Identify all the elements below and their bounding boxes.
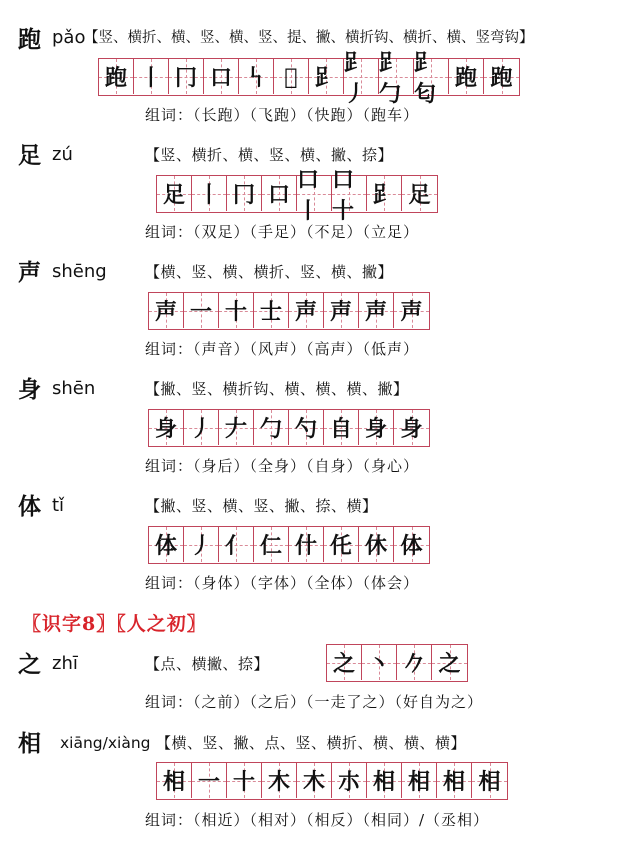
- grid-cell-glyph: 相: [442, 769, 465, 795]
- word-examples: 组词：（之前）（之后）（一走了之）（好自为之）: [145, 693, 484, 711]
- grid-cell-glyph: 声: [294, 299, 317, 325]
- word-examples: 组词：（身体）（字体）（全体）（体会）: [145, 574, 420, 592]
- grid-cell-glyph: 丿: [189, 533, 212, 559]
- grid-cell-stroke-step: [204, 59, 239, 94]
- entry-character: 之: [18, 651, 41, 678]
- grid-cell-glyph: 𧾷丿: [344, 49, 367, 107]
- grid-cell-stroke-step: [289, 410, 324, 445]
- grid-cell-stroke-step: [324, 527, 359, 562]
- grid-cell-glyph: ⼝十: [332, 166, 355, 224]
- grid-cell-glyph: 亻: [224, 533, 247, 559]
- grid-cell-stroke-step: [379, 49, 414, 107]
- entry-pinyin: xiāng/xiàng: [60, 734, 151, 752]
- grid-cell-stroke-step: [289, 293, 324, 328]
- grid-cell-glyph: 十: [232, 769, 255, 795]
- grid-cell-glyph: 身: [364, 416, 387, 442]
- grid-cell-stroke-step: [394, 293, 429, 328]
- grid-cell-stroke-step: [262, 763, 297, 798]
- grid-cell-glyph: 足: [162, 182, 185, 208]
- grid-cell-stroke-step: [344, 49, 379, 107]
- grid-cell-stroke-step: [362, 645, 397, 680]
- entry-character: 跑: [18, 26, 41, 53]
- grid-cell-stroke-step: [359, 410, 394, 445]
- grid-cell-stroke-step: [359, 293, 394, 328]
- grid-cell-glyph: 𧾷: [314, 65, 337, 91]
- entry-character: 身: [18, 376, 41, 403]
- grid-cell-character: [149, 527, 184, 562]
- entry-pinyin: zú: [52, 144, 73, 165]
- grid-cell-character: [99, 59, 134, 94]
- grid-cell-glyph: 𧾷匂: [414, 49, 437, 107]
- stroke-order: 【点、横撇、捺】: [145, 655, 270, 673]
- grid-cell-glyph: 勺: [294, 416, 317, 442]
- grid-cell-stroke-step: [134, 59, 169, 94]
- grid-cell-glyph: 丨: [197, 182, 220, 208]
- stroke-order: 【横、竖、撇、点、竖、横折、横、横、横】: [156, 734, 467, 752]
- grid-cell-stroke-step: [297, 763, 332, 798]
- grid-cell-stroke-step: [449, 59, 484, 94]
- grid-cell-glyph: 身: [400, 416, 423, 442]
- entry-pinyin: shēn: [52, 378, 96, 399]
- grid-cell-glyph: 跑: [454, 65, 477, 91]
- grid-cell-glyph: 什: [294, 533, 317, 559]
- stroke-order: 【撇、竖、横、竖、撇、捺、横】: [145, 497, 378, 515]
- grid-cell-glyph: 相: [162, 769, 185, 795]
- grid-cell-glyph: 𠂊: [402, 651, 425, 677]
- grid-cell-glyph: 勹: [259, 416, 282, 442]
- grid-cell-character: [157, 763, 192, 798]
- grid-cell-stroke-step: [394, 410, 429, 445]
- grid-cell-stroke-step: [432, 645, 467, 680]
- entry-pinyin: shēng: [52, 261, 107, 282]
- entry-pinyin: tǐ: [52, 495, 65, 516]
- word-examples: 组词：（相近）（相对）（相反）（相同）/（丞相）: [145, 811, 490, 829]
- grid-cell-glyph: 休: [364, 533, 387, 559]
- grid-cell-stroke-step: [192, 176, 227, 211]
- grid-cell-stroke-step: [484, 59, 519, 94]
- grid-cell-stroke-step: [184, 527, 219, 562]
- grid-cell-stroke-step: [169, 59, 204, 94]
- grid-cell-glyph: 丨: [139, 65, 162, 91]
- grid-cell-stroke-step: [254, 410, 289, 445]
- grid-cell-glyph: 一: [189, 299, 212, 325]
- grid-cell-stroke-step: [262, 176, 297, 211]
- grid-cell-glyph: 体: [154, 533, 177, 559]
- grid-cell-glyph: 木: [267, 769, 290, 795]
- grid-cell-stroke-step: [414, 49, 449, 107]
- stroke-grid: [148, 526, 430, 564]
- grid-cell-character: [157, 176, 192, 211]
- grid-cell-glyph: 仛: [329, 533, 352, 559]
- grid-cell-glyph: 跑: [490, 65, 513, 91]
- grid-cell-stroke-step: [402, 763, 437, 798]
- grid-cell-glyph: 十: [224, 299, 247, 325]
- stroke-grid: [326, 644, 468, 682]
- grid-cell-glyph: 相: [407, 769, 430, 795]
- grid-cell-stroke-step: [184, 410, 219, 445]
- entry-pinyin: zhī: [52, 653, 78, 674]
- grid-cell-glyph: 之: [438, 651, 461, 677]
- grid-cell-glyph: 声: [400, 299, 423, 325]
- entry-character: 体: [18, 493, 41, 520]
- grid-cell-glyph: 足: [408, 182, 431, 208]
- grid-cell-stroke-step: [324, 293, 359, 328]
- grid-cell-glyph: 𧾷: [372, 182, 395, 208]
- grid-cell-stroke-step: [239, 59, 274, 94]
- grid-cell-stroke-step: [254, 293, 289, 328]
- grid-cell-stroke-step: [367, 176, 402, 211]
- grid-cell-stroke-step: [437, 763, 472, 798]
- grid-cell-stroke-step: [219, 293, 254, 328]
- grid-cell-glyph: 朩: [337, 769, 360, 795]
- grid-cell-glyph: 身: [154, 416, 177, 442]
- grid-cell-stroke-step: [367, 763, 402, 798]
- grid-cell-stroke-step: [192, 763, 227, 798]
- grid-cell-glyph: 冂: [174, 65, 197, 91]
- stroke-grid: [148, 292, 430, 330]
- grid-cell-stroke-step: [219, 527, 254, 562]
- grid-cell-glyph: 口: [267, 182, 290, 208]
- grid-cell-glyph: 口: [209, 65, 232, 91]
- grid-cell-glyph: 木: [302, 769, 325, 795]
- grid-cell-glyph: 丶: [367, 651, 390, 677]
- grid-cell-stroke-step: [359, 527, 394, 562]
- grid-cell-glyph: 𠯁: [284, 63, 298, 90]
- word-examples: 组词：（长跑）（飞跑）（快跑）（跑车）: [145, 106, 420, 124]
- grid-cell-glyph: 士: [259, 299, 282, 325]
- section-title: 〖识字8〗〖人之初〗: [22, 613, 207, 635]
- entry-character: 足: [18, 142, 41, 169]
- word-examples: 组词：（双足）（手足）（不足）（立足）: [145, 223, 420, 241]
- grid-cell-stroke-step: [227, 176, 262, 211]
- grid-cell-glyph: ⼝丨: [297, 166, 320, 224]
- grid-cell-glyph: 声: [329, 299, 352, 325]
- stroke-grid: [148, 409, 430, 447]
- word-examples: 组词：（身后）（全身）（自身）（身心）: [145, 457, 420, 475]
- grid-cell-glyph: 𠂇: [224, 416, 247, 442]
- grid-cell-glyph: 相: [372, 769, 395, 795]
- grid-cell-stroke-step: [394, 527, 429, 562]
- grid-cell-stroke-step: [184, 293, 219, 328]
- grid-cell-stroke-step: [332, 763, 367, 798]
- grid-cell-stroke-step: [227, 763, 262, 798]
- stroke-grid: [98, 49, 520, 107]
- grid-cell-glyph: 之: [332, 651, 355, 677]
- grid-cell-stroke-step: [324, 410, 359, 445]
- grid-cell-glyph: 𧾷勹: [379, 49, 402, 107]
- grid-cell-stroke-step: [219, 410, 254, 445]
- grid-cell-glyph: 冂: [232, 182, 255, 208]
- stroke-order: 【竖、横折、横、竖、横、撇、捺】: [145, 146, 394, 164]
- grid-cell-stroke-step: [332, 166, 367, 224]
- grid-cell-stroke-step: [402, 176, 437, 211]
- stroke-order: 【撇、竖、横折钩、横、横、横、撇】: [145, 380, 409, 398]
- stroke-order: 【竖、横折、横、竖、横、竖、提、撇、横折钩、横折、横、竖弯钩】: [84, 30, 534, 46]
- grid-cell-glyph: 𠃑: [244, 65, 267, 91]
- grid-cell-stroke-step: [309, 59, 344, 94]
- grid-cell-glyph: 声: [364, 299, 387, 325]
- word-examples: 组词：（声音）（风声）（高声）（低声）: [145, 340, 420, 358]
- stroke-grid: [156, 166, 438, 224]
- grid-cell-glyph: 体: [400, 533, 423, 559]
- grid-cell-stroke-step: [297, 166, 332, 224]
- grid-cell-glyph: 丿: [189, 416, 212, 442]
- grid-cell-stroke-step: [254, 527, 289, 562]
- grid-cell-character: [149, 410, 184, 445]
- stroke-order: 【横、竖、横、横折、竖、横、撇】: [145, 263, 394, 281]
- entry-character: 声: [18, 259, 41, 286]
- grid-cell-stroke-step: [472, 763, 507, 798]
- grid-cell-glyph: 声: [154, 299, 177, 325]
- grid-cell-character: [149, 293, 184, 328]
- grid-cell-glyph: 自: [329, 416, 352, 442]
- grid-cell-stroke-step: [397, 645, 432, 680]
- entry-character: 相: [18, 730, 41, 757]
- grid-cell-glyph: 跑: [104, 65, 127, 91]
- entry-pinyin: pǎo: [52, 27, 86, 48]
- stroke-grid: [156, 762, 508, 800]
- grid-cell-glyph: 相: [478, 769, 501, 795]
- grid-cell-glyph: 仁: [259, 533, 282, 559]
- grid-cell-stroke-step: [289, 527, 324, 562]
- grid-cell-stroke-step: [274, 59, 309, 94]
- grid-cell-glyph: 一: [197, 769, 220, 795]
- grid-cell-character: [327, 645, 362, 680]
